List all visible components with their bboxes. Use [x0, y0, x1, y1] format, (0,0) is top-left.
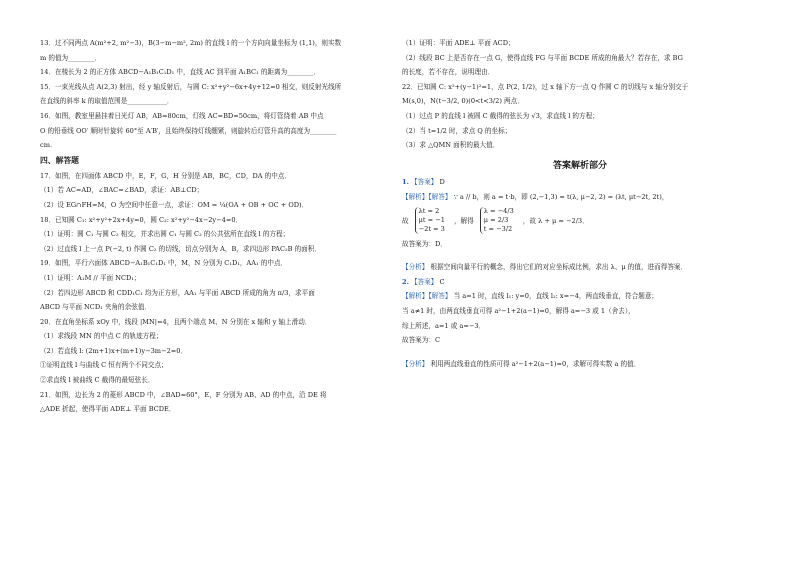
question-22-part2: （2）当 t=1/2 时，求点 Q 的坐标； — [402, 126, 512, 135]
question-16-unit: cm． — [40, 141, 57, 150]
solution-line: λ = −4/3 — [483, 206, 514, 215]
answer-2-analysis — [402, 291, 758, 301]
answer-1-choice: 故答案为：D． — [402, 239, 447, 248]
question-16: 16．如图，教室里悬挂着日光灯 AB，AB=80cm，灯线 AC=BD=50cm，将灯管绕着 AB 中点 — [40, 111, 324, 120]
answer-1-analysis-text: ∵ a // b，则 a = t·b，即 (2,−1,3) = t(λ, μ−2, 2) = (λt, μt−2t, 2t)， — [453, 192, 669, 201]
answer-2-analysis-cont: 当 a≠1 时，由两直线垂直可得 a²−1+2(a−1)=0，解得 a=−3 或 1（舍去）， — [402, 306, 635, 315]
question-21-part2-cont: 的长度，若不存在，说明理由． — [402, 68, 495, 77]
question-20-part2: （2）若直线 l: (2m+1)x+(m+1)y−3m−2=0． — [40, 346, 188, 355]
answer-1-prefix: 故 — [402, 217, 409, 226]
question-15: 15．一束光线从点 A(2,3) 射出，经 y 轴反射后，与圆 C: x²+y²−6x+4y+12=0 相交，则反射光线所 — [40, 82, 342, 91]
answer-1-summary — [402, 262, 758, 272]
solution-line: t = −3/2 — [483, 224, 513, 233]
answer-1-system — [402, 207, 758, 234]
question-20-sub2: ②求直线 l 被曲线 C 截得的最短弦长． — [40, 376, 155, 385]
answer-1-analysis — [402, 192, 758, 202]
question-21-cont: △ADE 折起，使得平面 ADE⊥ 平面 BCDE． — [40, 405, 176, 414]
question-20-part1: （1）求线段 MN 的中点 C 的轨迹方程； — [40, 332, 163, 341]
answer-tag: 【答案】 — [411, 178, 438, 187]
question-13-cont: m 的值为________． — [40, 53, 102, 62]
question-20-sub1: ①证明直线 l 与曲线 C 恒有两个不同交点； — [40, 361, 168, 370]
question-22-part3: （3）求 △QMN 面积的最大值． — [402, 141, 500, 150]
answer-1-summary-text: 根据空间向量平行的概念，得出它们的对应坐标成比例，求出 λ、μ 的值，进而得答案． — [430, 263, 688, 272]
equation-line: −2t = 3 — [418, 224, 445, 233]
equation-line: λt = 2 — [418, 206, 440, 215]
left-column — [40, 38, 390, 419]
answer-2-value: C — [439, 277, 445, 286]
question-17: 17．如图，在四面体 ABCD 中，E，F，G，H 分别是 AB，BC，CD，DA 的中点． — [40, 171, 291, 180]
analysis-tag: 【解析】【解答】 — [402, 192, 452, 201]
question-19-part1: （1）证明：A₁M // 平面 NCD₁； — [40, 273, 141, 282]
solution-system — [480, 207, 517, 234]
solution-line: μ = 2/3 — [483, 215, 509, 224]
equation-line: μt = −1 — [418, 215, 445, 224]
question-18-part1: （1）证明：圆 C₁ 与圆 C₂ 相交，并求出圆 C₁ 与圆 C₂ 的公共弦所在直线 l 的方程； — [40, 230, 290, 239]
answer-2-header — [402, 277, 758, 287]
question-17-part1: （1）若 AC=AD，∠BAC=∠BAD，求证：AB⊥CD； — [40, 186, 204, 195]
question-22: 22．已知圆 C: x²+(y−1)²=1，点 P(2, 1/2)，过 x 轴下方一点 Q 作圆 C 的切线与 x 轴分别交于 — [402, 82, 689, 91]
answer-2-summary-text: 利用两直线垂直的性质可得 a²−1+2(a−1)=0，求解可得实数 a 的值． — [430, 359, 641, 368]
question-16-cont: O 的铅垂线 OO′ 顺时针旋转 60°至 A′B′，且始终保持灯线绷紧，则旋转后灯管升高的高度为________ — [40, 126, 337, 135]
answer-tag: 【答案】 — [411, 277, 438, 286]
question-21: 21．如图，边长为 2 的菱形 ABCD 中，∠BAD=60°，E，F 分别为 AB、AD 的中点，沿 DE 将 — [40, 390, 327, 399]
answer-section-title: 答案解析部分 — [552, 161, 607, 172]
answer-1-mid: ，解得 — [453, 217, 474, 226]
answer-1-header — [402, 177, 758, 187]
answer-1-number: 1. — [402, 178, 409, 187]
answer-2-analysis-conclusion: 综上所述，a=1 或 a=−3． — [402, 321, 486, 330]
question-22-cont: M(s,0)，N(t−3/2, 0)(0<t<3/2) 两点． — [402, 97, 524, 106]
question-18-part2: （2）过直线 l 上一点 P(−2, t) 作圆 C₂ 的切线，切点分别为 A，B，求四边形 PAC₂B 的面积． — [40, 244, 321, 253]
right-column — [402, 38, 758, 373]
question-22-part1: （1）过点 P 的直线 l 被圆 C 截得的弦长为 √3，求直线 l 的方程； — [402, 111, 599, 120]
answer-2-choice: 故答案为：C — [402, 336, 441, 345]
equation-system — [415, 207, 448, 234]
question-15-cont: 在直线的斜率 k 的取值范围是____________． — [40, 97, 174, 106]
summary-tag: 【分析】 — [402, 263, 429, 272]
answer-1-value: D — [439, 178, 445, 187]
answer-2-analysis-text: 当 a=1 时，直线 l₁: y=0，直线 l₂: x=−4，两直线垂直，符合题意； — [453, 292, 659, 301]
summary-tag: 【分析】 — [402, 359, 429, 368]
section-heading: 四、解答题 — [40, 155, 79, 165]
question-20: 20．在直角坐标系 xOy 中，线段 |MN|=4，且两个端点 M、N 分别在 x 轴和 y 轴上滑动． — [40, 317, 312, 326]
question-19: 19．如图，平行六面体 ABCD−A₁B₁C₁D₁ 中，M，N 分别为 C₁D₁，AA₁ 的中点． — [40, 259, 288, 268]
question-14: 14．在棱长为 2 的正方体 ABCD−A₁B₁C₁D₁ 中，直线 AC 到平面 A₁BC₁ 的距离为________． — [40, 68, 321, 77]
question-19-part2: （2）若四边形 ABCD 和 CDD₁C₁ 均为正方形，AA₁ 与平面 ABCD 所成的角为 π/3，求平面 — [40, 288, 315, 297]
question-21-part1: （1）证明：平面 ADE⊥ 平面 ACD； — [402, 39, 515, 47]
question-13: 13．过不同两点 A(m²+2, m²−3)，B(3−m−m², 2m) 的直线 l 的一个方向向量坐标为 (1,1)，则实数 — [40, 39, 342, 47]
question-18: 18．已知圆 C₁: x²+y²+2x+4y=0，圆 C₂: x²+y²−4x−2y−4=0． — [40, 215, 243, 224]
analysis-tag: 【解析】【解答】 — [402, 292, 452, 301]
question-21-part2: （2）线段 BC 上是否存在一点 G，使得直线 FG 与平面 BCDE 所成的角最大？若存在，求 BG — [402, 53, 683, 62]
question-17-part2: （2）设 EG∩FH=M，O 为空间中任意一点，求证：OM = ¼(OA + OB + OC + OD)． — [40, 200, 309, 209]
question-19-part2-cont: ABCD 与平面 NCD₁ 夹角的余弦值． — [40, 303, 152, 312]
answer-2-number: 2. — [402, 277, 409, 286]
answer-1-conclusion: ，故 λ + μ = −2/3． — [522, 217, 589, 226]
answer-2-summary — [402, 359, 758, 369]
